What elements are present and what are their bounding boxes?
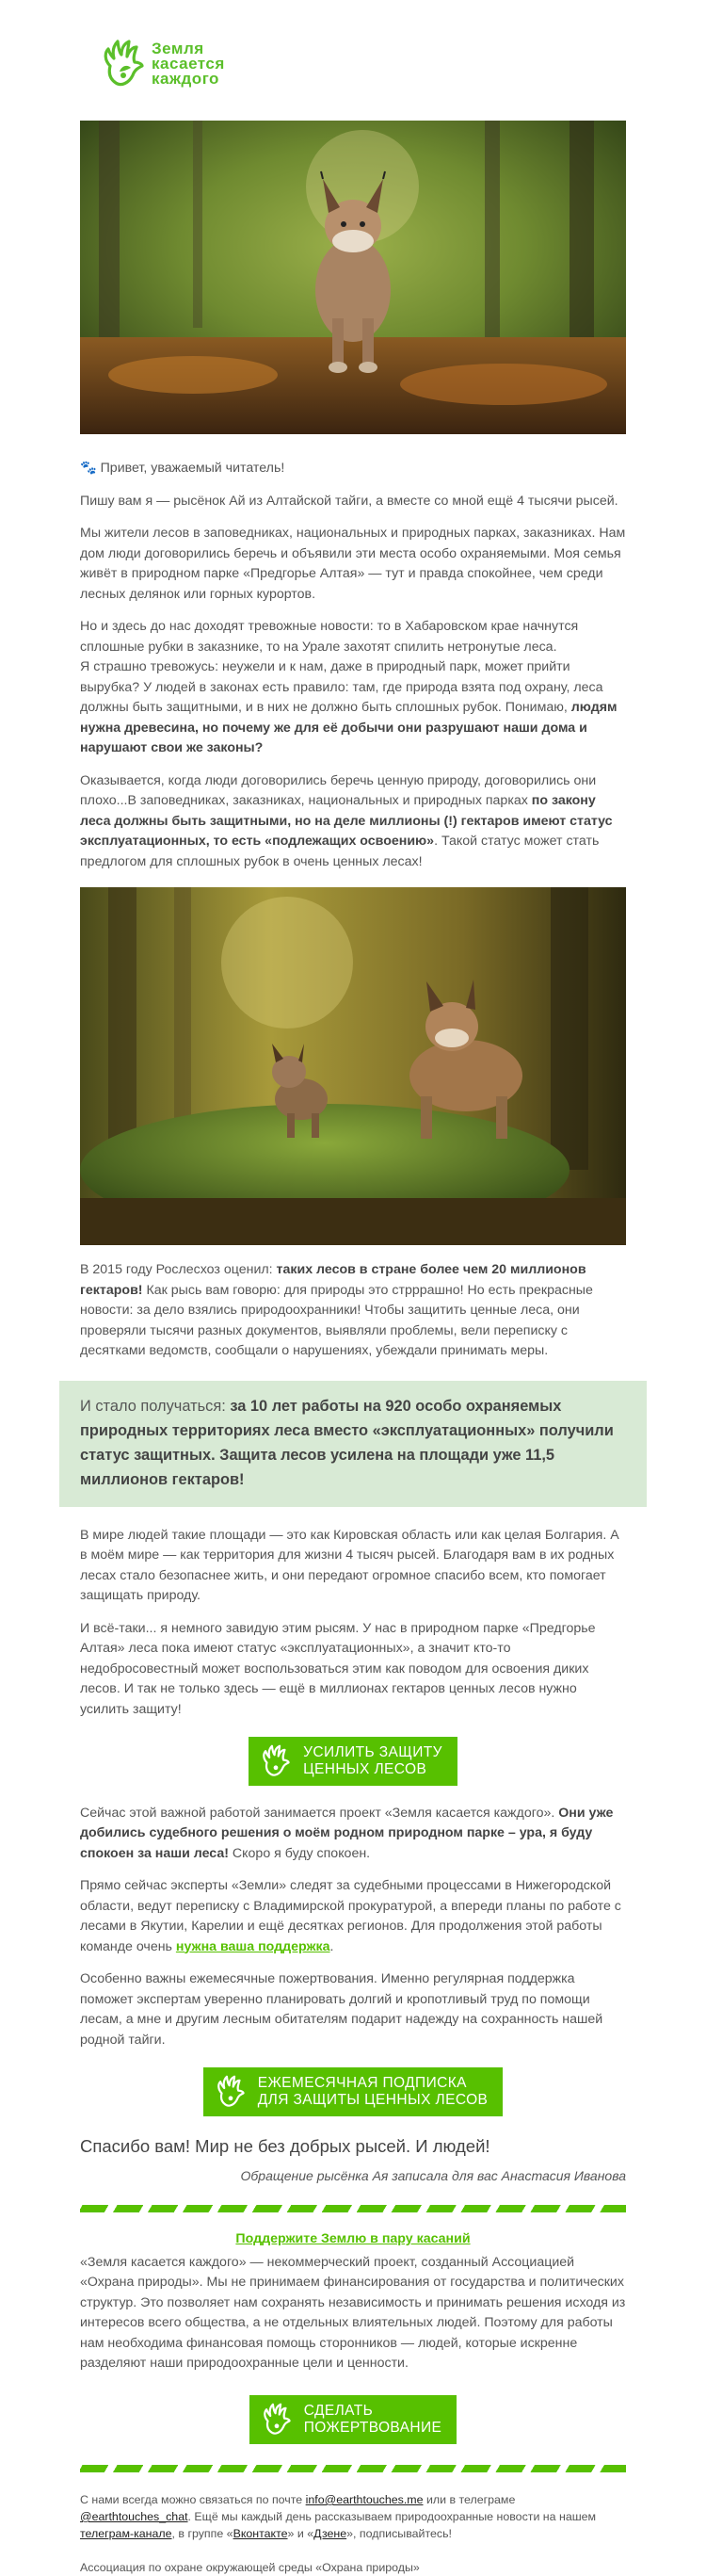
paragraph-3-line-1: Но и здесь до нас доходят тревожные новости: то в Хабаровском крае начнутся сплошные рубки в заказнике, то на Урале захотят спилить нетронутые леса. <box>80 619 579 655</box>
hand-logo-icon <box>261 2402 293 2438</box>
paragraph-3-bold: людям нужна древесина, но почему же для её добычи они разрушают наши дома и нарушают свои же законы? <box>80 700 618 755</box>
paragraph-8-a: Сейчас этой важной работой занимается проект «Земля касается каждого». <box>80 1805 555 1821</box>
paragraph-5-c: Как рысь вам говорю: для природы это стрррашно! Но есть прекрасные новости: за дело взялись природоохранники! Чтобы защитить ценные леса, они проверяли тысячи разных документов, выявляли проблемы, вели переписку с десятками ведомств, сообщали о нарушениях, убеждали принимать меры. <box>80 1282 593 1358</box>
logo-line-3: каждого <box>152 70 219 88</box>
button-2-wrap <box>0 2067 706 2117</box>
button-1-wrap <box>0 1737 706 1787</box>
intro-paragraph: Пишу вам я — рысёнок Ай из Алтайской тайги, а вместе со мной ещё 4 тысячи рысей. <box>80 493 618 509</box>
support-title[interactable]: Поддержите Землю в пару касаний <box>235 2231 471 2246</box>
footer-contacts <box>80 2491 626 2542</box>
footer-telegram-channel-link[interactable]: телеграм-канале <box>80 2527 172 2540</box>
button-2-label <box>258 2075 489 2109</box>
support-text: «Земля касается каждого» — некоммерческий проект, созданный Ассоциацией «Охрана природы». Мы не принимаем финансирования от государства и политических структур. Это позволяет нам сохранять независимость и принимать решения исходя из интересов всего общества, а не отдельных влиятельных людей. Поэтому для работы нам необходима финансовая помощь сторонников — людей, которые искренне разделяют наши природоохранные цели и ценности. <box>80 2254 626 2371</box>
donate-button[interactable] <box>249 2395 457 2444</box>
footer-dzen-link[interactable]: Дзене <box>313 2527 347 2540</box>
highlight-box <box>59 1381 647 1507</box>
logo-line-1: Земля <box>152 40 204 57</box>
hand-logo-icon <box>215 2074 247 2110</box>
button-3-line-2: ПОЖЕРТВОВАНИЕ <box>303 2419 442 2436</box>
button-3-line-1: СДЕЛАТЬ <box>303 2402 374 2419</box>
paragraph-4-c: . Такой статус может стать предлогом для сплошных рубок в очень ценных лесах! <box>80 834 600 869</box>
paragraph-9-a: Прямо сейчас эксперты «Земли» следят за судебными процессами в Нижегородской области, ведут переписку с Владимирской прокуратурой, а впереди планы по работе с лесами в Якутии, Карелии и ещё десятках регионов. Для продолжения этой работы команде очень <box>80 1878 621 1954</box>
footer-telegram-chat-link[interactable]: @earthtouches_chat <box>80 2510 188 2523</box>
logo-text <box>152 41 225 87</box>
button-1-label <box>303 1744 442 1778</box>
paragraph-4 <box>80 771 626 873</box>
strengthen-protection-button[interactable] <box>249 1737 457 1786</box>
paragraph-5 <box>80 1260 626 1362</box>
lynx-walking-photo <box>80 121 626 434</box>
paragraph-7: И всё-таки... я немного завидую этим рысям. У нас в природном парке «Предгорье Алтая» леса пока имеют статус «эксплуатационных», а значит кто-то недобросовестный может воспользоваться этим как поводом для освоения диких лесов. И так не только здесь — ещё в миллионах гектаров ценных лесов нужно усилить защиту! <box>80 1620 596 1717</box>
paragraph-5-a: В 2015 году Рослесхоз оценил: <box>80 1262 273 1277</box>
paragraph-8-c: Скоро я буду спокоен. <box>232 1845 371 1861</box>
logo-line-2: касается <box>152 55 225 73</box>
footer-text-4: , в группе « <box>171 2527 233 2540</box>
button-2-line-1: ЕЖЕМЕСЯЧНАЯ ПОДПИСКА <box>257 2075 467 2091</box>
paragraph-8-bold: Они уже добились судебного решения о моём родном природном парке – ура, я буду спокоен за наши леса! <box>80 1805 614 1861</box>
greeting: 🐾 Привет, уважаемый читатель! <box>80 461 285 476</box>
thanks-text: Спасибо вам! Мир не без добрых рысей. И людей! <box>80 2135 490 2156</box>
monthly-subscription-button[interactable] <box>203 2067 504 2116</box>
button-2-line-2: ДЛЯ ЗАЩИТЫ ЦЕННЫХ ЛЕСОВ <box>257 2092 489 2108</box>
paragraph-8 <box>80 1804 626 1865</box>
paragraph-9-c: . <box>329 1938 334 1954</box>
footer-text-5: » и « <box>287 2527 314 2540</box>
highlight-bold: за 10 лет работы на 920 особо охраняемых природных территориях леса вместо «эксплуатационных» получили статус защитных. Защита лесов усилена на площади уже 11,5 миллионов гектаров! <box>80 1397 614 1488</box>
header <box>0 0 706 121</box>
logo-hand-icon <box>101 38 146 90</box>
button-3-label <box>304 2403 442 2437</box>
footer-text-6: », подписывайтесь! <box>346 2527 452 2540</box>
paragraph-4-bold: по закону леса должны быть защитными, но на деле миллионы (!) гектаров имеют статус эксплуатационных, то есть «подлежащих освоению» <box>80 793 613 849</box>
paragraph-9 <box>80 1876 626 1957</box>
logo[interactable] <box>101 38 225 90</box>
footer-text-3: . Ещё мы каждый день рассказываем природоохранные новости на нашем <box>187 2510 597 2523</box>
stripe-divider-bottom <box>80 2465 626 2472</box>
paragraph-4-a: Оказывается, когда люди договорились беречь ценную природу, договорились они плохо...В заповедниках, заказниках, национальных и природных парках <box>80 772 597 808</box>
footer-text-2: или в телеграме <box>425 2493 516 2506</box>
lynx-family-photo <box>80 887 626 1245</box>
paragraph-5-bold: таких лесов в стране более чем 20 миллионов гектаров! <box>80 1262 586 1298</box>
footer-organization: Ассоциация по охране окружающей среды «Охрана природы» <box>80 2561 420 2574</box>
footer-vk-link[interactable]: Вконтакте <box>233 2527 288 2540</box>
footer <box>80 2491 626 2576</box>
button-1-line-2: ЦЕННЫХ ЛЕСОВ <box>303 1761 427 1777</box>
button-1-line-1: УСИЛИТЬ ЗАЩИТУ <box>303 1744 442 1760</box>
footer-email-link[interactable]: info@earthtouches.me <box>305 2493 424 2506</box>
hand-logo-icon <box>260 1743 292 1779</box>
paragraph-2: Мы жители лесов в заповедниках, национальных и природных парках, заказниках. Нам дом люди договорились беречь и объявили эти места особо охраняемыми. Моя семья живёт в природном парке «Предгорье Алтая» — тут и правда спокойнее, чем среди лесных делянок или горных курортов. <box>80 526 626 602</box>
paragraph-3 <box>80 617 626 759</box>
paragraph-6: В мире людей такие площади — это как Кировская область или как целая Болгария. А в моём мире — как территория для жизни 4 тысяч рысей. Благодаря вам в их родных лесах стало безопаснее жить, и они передают огромное спасибо всем, кто помогает защищать природу. <box>80 1527 619 1603</box>
signature: Обращение рысёнка Ая записала для вас Анастасия Иванова <box>240 2167 626 2183</box>
button-3-wrap <box>0 2395 706 2445</box>
stripe-divider-top <box>80 2205 626 2212</box>
footer-text-1: С нами всегда можно связаться по почте <box>80 2493 303 2506</box>
paragraph-10: Особенно важны ежемесячные пожертвования. Именно регулярная поддержка поможет экспертам уверенно планировать долгий и кропотливый труд по помощи лесам, а мне и другим лесным обитателям подарит надежду на сохранность нашей родной тайги. <box>80 1971 603 2048</box>
support-link[interactable]: нужна ваша поддержка <box>175 1938 330 1954</box>
paragraph-3-line-2: Я страшно тревожусь: неужели и к нам, даже в природный парк, может прийти вырубка? У людей в законах есть правило: там, где природа взята под охрану, леса должны быть защитными, и в них не должно быть сплошных рубок. Понимаю, <box>80 659 603 715</box>
highlight-intro: И стало получаться: <box>80 1397 226 1415</box>
